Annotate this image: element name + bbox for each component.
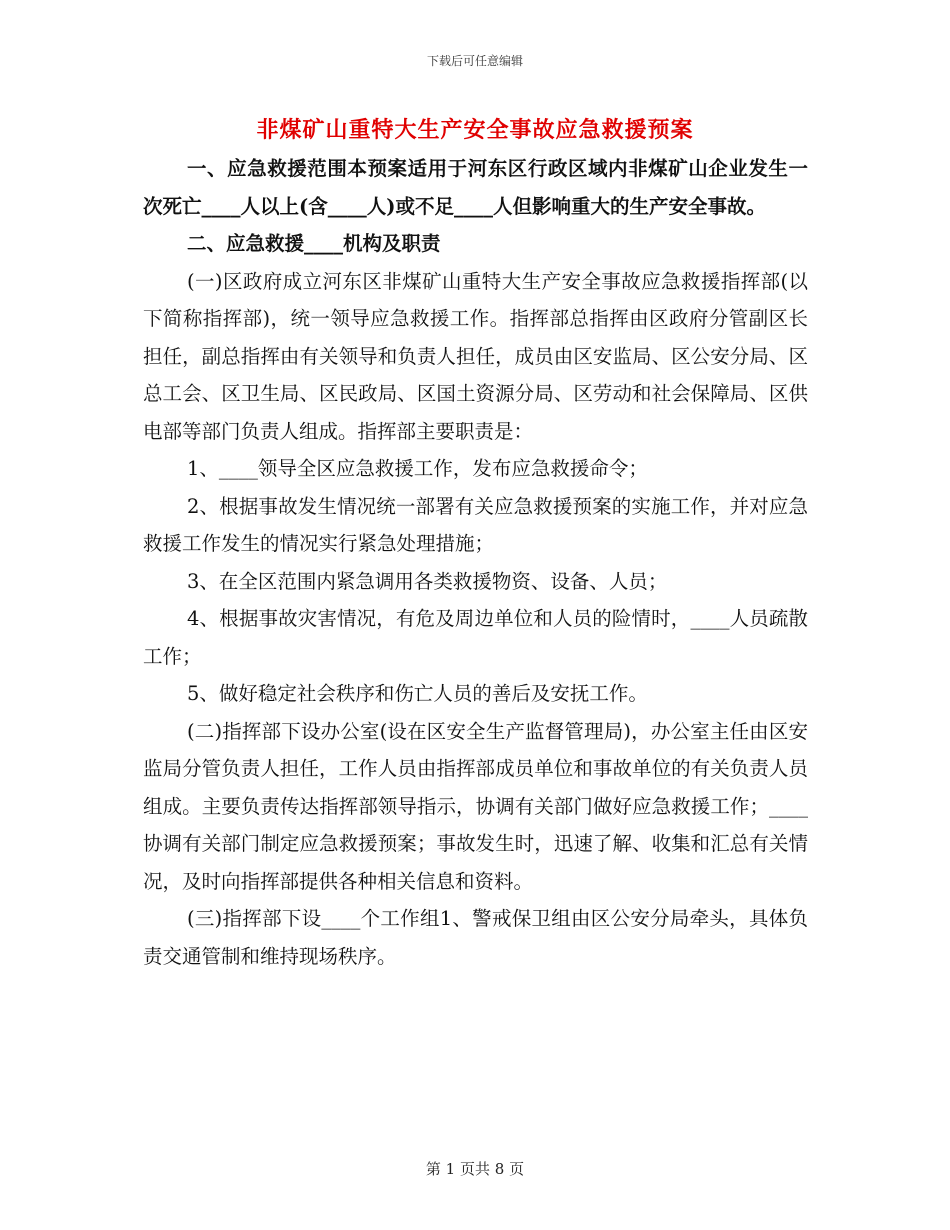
document-title: 非煤矿山重特大生产安全事故应急救援预案 <box>256 117 694 143</box>
document-body <box>143 150 808 975</box>
duty-item-2: 2、根据事故发生情况统一部署有关应急救援预案的实施工作，并对应急救援工作发生的情况实行紧急处理措施； <box>143 494 808 555</box>
duty-item-4: 4、根据事故灾害情况，有危及周边单位和人员的险情时，____人员疏散工作； <box>143 607 808 668</box>
section-2-heading: 二、应急救援____机构及职责 <box>187 232 441 255</box>
header-note: 下载后可任意编辑 <box>426 54 523 68</box>
section-1-paragraph: 一、应急救援范围本预案适用于河东区行政区域内非煤矿山企业发生一次死亡____人以上(含____人)或不足____人但影响重大的生产安全事故。 <box>143 157 808 218</box>
duty-item-1: 1、____领导全区应急救援工作，发布应急救援命令； <box>187 457 648 480</box>
duty-item-5: 5、做好稳定社会秩序和伤亡人员的善后及安抚工作。 <box>187 682 648 705</box>
page-number: 第 1 页共 8 页 <box>425 1160 525 1178</box>
subsection-1-paragraph: (一)区政府成立河东区非煤矿山重特大生产安全事故应急救援指挥部(以下简称指挥部)，统一领导应急救援工作。指挥部总指挥由区政府分管副区长担任，副总指挥由有关领导和负责人担任，成员由区安监局、区公安分局、区总工会、区卫生局、区民政局、区国土资源分局、区劳动和社会保障局、区供电部等部门负责人组成。指挥部主要职责是： <box>143 269 808 443</box>
duty-item-3: 3、在全区范围内紧急调用各类救援物资、设备、人员； <box>187 569 668 593</box>
subsection-2-paragraph: (二)指挥部下设办公室(设在区安全生产监督管理局)，办公室主任由区安监局分管负责人担任，工作人员由指挥部成员单位和事故单位的有关负责人员组成。主要负责传达指挥部领导指示，协调有关部门做好应急救援工作；____协调有关部门制定应急救援预案；事故发生时，迅速了解、收集和汇总有关情况，及时向指挥部提供各种相关信息和资料。 <box>143 719 808 893</box>
subsection-3-paragraph: (三)指挥部下设____个工作组1、警戒保卫组由区公安分局牵头，具体负责交通管制和维持现场秩序。 <box>143 907 808 968</box>
